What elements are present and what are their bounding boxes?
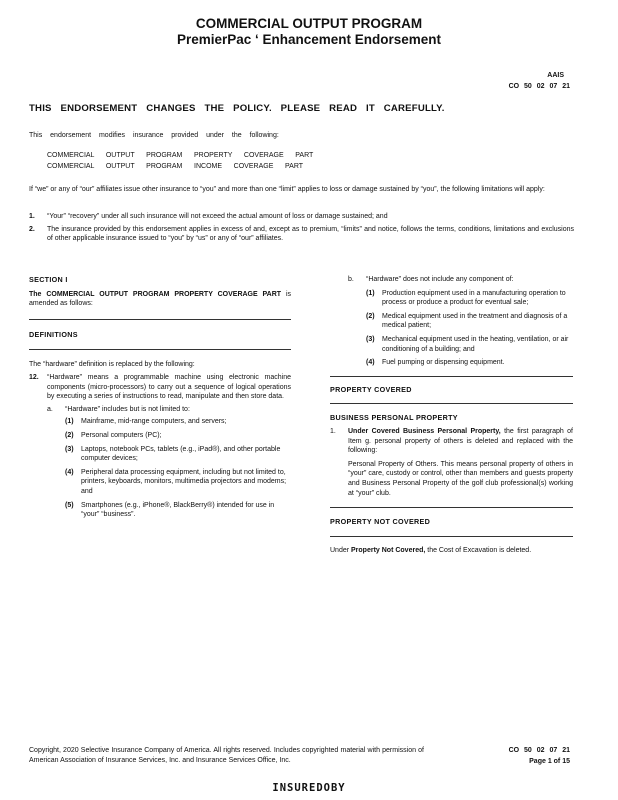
aais-label: AAIS	[547, 72, 564, 79]
conditions-list	[29, 212, 574, 247]
subitem-a	[47, 405, 291, 415]
bpp-number: 1.	[330, 427, 336, 435]
form-number: CO 50 02 07 21	[508, 83, 570, 90]
definition-number: 12.	[29, 373, 39, 381]
list-item-number: (3)	[65, 445, 74, 453]
definition-text: “Hardware” means a programmable machine using electronic machine components (micro-processors) to carry out a sequence of logical operations by executing a series of instructions to read, manipulate and then store data.	[47, 373, 291, 401]
covered-form-2: COMMERCIAL OUTPUT PROGRAM INCOME COVERAGE PART	[47, 163, 304, 170]
condition-text: “Your” “recovery” under all such insurance will not exceed the actual amount of loss or damage sustained; and	[47, 213, 388, 220]
definitions-heading: DEFINITIONS	[29, 329, 78, 339]
list-item-text: Smartphones (e.g., iPhone®, BlackBerry®) intended for use in “your” “business”.	[81, 501, 275, 519]
list-item	[366, 289, 573, 308]
hardware-includes-list	[65, 417, 291, 519]
condition-item	[29, 225, 574, 244]
document-title: COMMERCIAL OUTPUT PROGRAM	[195, 16, 423, 31]
subitem-a-text: “Hardware” includes but is not limited to:	[65, 405, 190, 413]
left-column	[29, 275, 291, 524]
pnc-bold: Property Not Covered,	[351, 546, 426, 554]
list-item-text: Laptops, notebook PCs, tablets (e.g., iPad®), and other portable computer devices;	[81, 445, 281, 463]
property-covered-heading: PROPERTY COVERED	[330, 384, 412, 394]
subitem-b	[348, 275, 573, 285]
property-not-covered-heading: PROPERTY NOT COVERED	[330, 517, 431, 527]
list-item-text: Mainframe, mid-range computers, and servers;	[81, 418, 227, 426]
list-item-number: (3)	[366, 335, 375, 343]
page-number: Page 1 of 15	[529, 758, 570, 765]
watermark: INSUREDOBY	[272, 782, 346, 794]
list-item	[65, 445, 291, 464]
list-item-text: Production equipment used in a manufacturing operation to process or produce a product for eventual sale;	[382, 289, 566, 307]
endorsement-notice: THIS ENDORSEMENT CHANGES THE POLICY. PLEASE READ IT CAREFULLY.	[29, 103, 445, 114]
bpp-text: the first paragraph of Item g. personal property of others is deleted and replaced with the following:	[348, 427, 573, 455]
list-item	[65, 468, 291, 497]
list-item-number: (1)	[366, 289, 375, 297]
pnc-text: the Cost of Excavation is deleted.	[425, 546, 532, 554]
pnc-prefix: Under	[330, 546, 352, 554]
condition-text: The insurance provided by this endorsement applies in excess of and, except as to premium, “limits” and notice, follows the terms, conditions, limitations and exclusions of other applicable insurance issued to “you” by “us” or any of “our” affiliates.	[47, 225, 574, 243]
list-item-number: (2)	[65, 431, 74, 439]
list-item	[65, 417, 291, 427]
divider	[330, 536, 573, 537]
divider	[29, 349, 291, 350]
list-item	[366, 358, 573, 368]
list-item-number: (2)	[366, 312, 375, 320]
list-item-number: (5)	[65, 501, 74, 509]
list-item-text: Medical equipment used in the treatment and diagnosis of a medical patient;	[382, 312, 568, 330]
pnc-paragraph	[330, 546, 573, 556]
subitem-b-text: “Hardware” does not include any component of:	[366, 276, 514, 283]
covered-form-1: COMMERCIAL OUTPUT PROGRAM PROPERTY COVERAGE PART	[47, 152, 314, 159]
section-intro-bold: The COMMERCIAL OUTPUT PROGRAM PROPERTY COVERAGE PART	[29, 290, 282, 298]
condition-item	[29, 212, 574, 222]
list-item-text: Personal computers (PC);	[81, 431, 162, 439]
list-item	[65, 501, 291, 520]
section-intro-rest: is amended as follows:	[29, 290, 292, 308]
list-item	[65, 431, 291, 441]
section-heading: SECTION I	[29, 275, 68, 284]
divider	[29, 319, 291, 320]
subitem-b-label: b.	[348, 276, 354, 283]
footer-form-number: CO 50 02 07 21	[508, 747, 570, 754]
list-item-number: (1)	[65, 418, 74, 426]
copyright-notice: Copyright, 2020 Selective Insurance Company of America. All rights reserved. Includes copyrighted material with permission of American Association of Insurance Services, Inc. and Insurance Services Office, Inc.	[29, 747, 424, 764]
divider	[330, 507, 573, 508]
list-item-text: Fuel pumping or dispensing equipment.	[382, 359, 505, 367]
divider	[330, 403, 573, 404]
definitions-intro: The “hardware” definition is replaced by the following:	[29, 361, 195, 369]
list-item	[366, 335, 573, 354]
document-subtitle: PremierPac ‘ Enhancement Endorsement	[176, 32, 442, 47]
list-item-number: (4)	[65, 468, 74, 476]
list-item-number: (4)	[366, 359, 375, 367]
hardware-excludes-list	[366, 289, 573, 368]
list-item	[366, 312, 573, 331]
intro-text: This endorsement modifies insurance provided under the following:	[29, 132, 279, 139]
condition-number: 1.	[29, 213, 35, 220]
subitem-a-label: a.	[47, 405, 53, 413]
list-item-text: Mechanical equipment used in the heating, ventilation, or air conditioning of a building; and	[382, 335, 569, 353]
bpp-item	[330, 427, 573, 456]
divider	[330, 376, 573, 377]
affiliates-paragraph: If “we” or any of “our” affiliates issue other insurance to “you” and more than one “limit” applies to loss or damage sustained by “you”, the following limitations will apply:	[29, 186, 545, 193]
bpp-heading: BUSINESS PERSONAL PROPERTY	[330, 413, 458, 423]
section-intro	[29, 290, 291, 309]
bpp-bold: Under Covered Business Personal Property,	[348, 427, 501, 435]
right-column	[330, 275, 573, 555]
definition-12	[29, 373, 291, 402]
bpp-replacement-text: Personal Property of Others. This means personal property of others in “your” care, custody or control, other than members and guests property and Business Personal Property of the golf club professional(s) working at “your” club.	[348, 460, 573, 497]
list-item-text: Peripheral data processing equipment, including but not limited to, printers, keyboards, monitors, multimedia projectors and modems; and	[81, 468, 287, 495]
condition-number: 2.	[29, 225, 35, 233]
